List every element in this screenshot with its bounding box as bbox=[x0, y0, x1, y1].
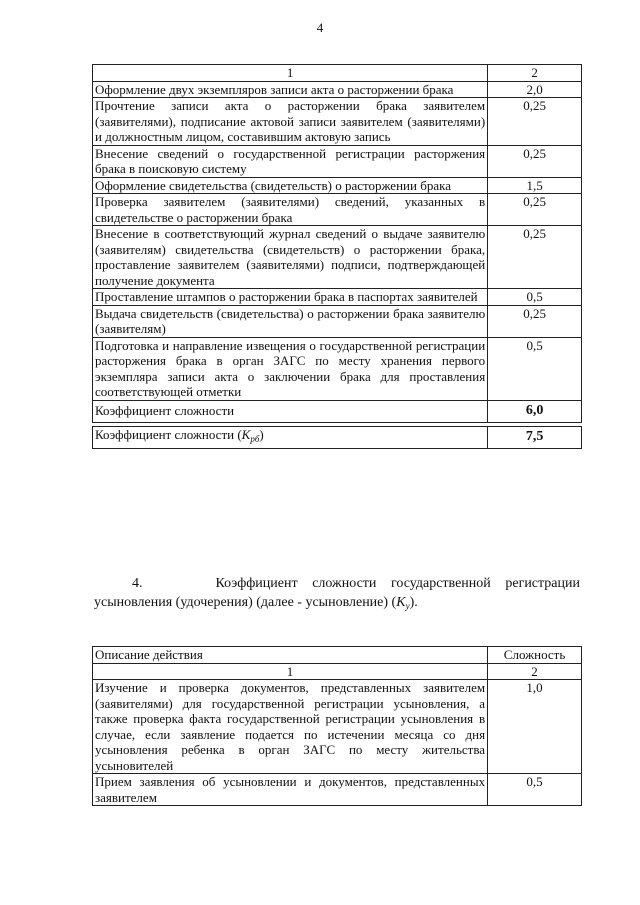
coefficient-rb-value: 7,5 bbox=[488, 426, 582, 448]
table-row bbox=[93, 98, 582, 146]
complexity-value: 1,0 bbox=[488, 680, 582, 774]
paragraph-line-1 bbox=[94, 574, 580, 593]
table-row bbox=[93, 680, 582, 774]
action-description: Прием заявления об усыновлении и документов, представленных заявителем bbox=[93, 774, 488, 806]
action-description: Подготовка и направление извещения о государственной регистрации расторжения брака в орган ЗАГС по месту хранения первого экземпляра записи акта о заключении брака для проставления соответствующей отметки bbox=[93, 337, 488, 400]
adoption-coefficient-paragraph bbox=[94, 574, 580, 616]
complexity-value: 2,0 bbox=[488, 81, 582, 98]
table-row bbox=[93, 194, 582, 226]
table-title-row bbox=[93, 647, 582, 664]
column-number-2: 2 bbox=[488, 65, 582, 82]
table-row bbox=[93, 774, 582, 806]
complexity-value: 0,25 bbox=[488, 305, 582, 337]
action-description: Оформление двух экземпляров записи акта о расторжении брака bbox=[93, 81, 488, 98]
complexity-value: 0,25 bbox=[488, 226, 582, 289]
action-description: Выдача свидетельств (свидетельства) о расторжении брака заявителю (заявителям) bbox=[93, 305, 488, 337]
action-description: Прочтение записи акта о расторжении брака заявителем (заявителями), подписание актовой записи заявителем (заявителями) и должностным лицом, составившим актовую запись bbox=[93, 98, 488, 146]
table-row bbox=[93, 305, 582, 337]
table-row bbox=[93, 337, 582, 400]
adoption-table bbox=[92, 646, 582, 806]
column-title-complexity: Сложность bbox=[488, 647, 582, 664]
action-description: Проверка заявителем (заявителями) сведений, указанных в свидетельстве о расторжении брака bbox=[93, 194, 488, 226]
table-row bbox=[93, 81, 582, 98]
complexity-coefficient-rb-row bbox=[93, 426, 582, 448]
action-description: Проставление штампов о расторжении брака в паспортах заявителей bbox=[93, 289, 488, 306]
action-description: Внесение сведений о государственной регистрации расторжения брака в поисковую систему bbox=[93, 145, 488, 177]
action-description: Оформление свидетельства (свидетельств) о расторжении брака bbox=[93, 177, 488, 194]
table-row bbox=[93, 177, 582, 194]
complexity-coefficient-row bbox=[93, 400, 582, 422]
complexity-value: 1,5 bbox=[488, 177, 582, 194]
action-description: Изучение и проверка документов, представленных заявителем (заявителями) для государственной регистрации усыновления, а также проверка факта государственной регистрации усыновления в случае, если заявление подается по истечении месяца со дня усыновления ребенка в орган ЗАГС по месту жительства усыновителей bbox=[93, 680, 488, 774]
table-row bbox=[93, 289, 582, 306]
complexity-value: 0,25 bbox=[488, 145, 582, 177]
table-row bbox=[93, 145, 582, 177]
complexity-value: 0,25 bbox=[488, 98, 582, 146]
paragraph-number: 4. bbox=[132, 576, 143, 591]
column-number-1: 1 bbox=[93, 663, 488, 680]
action-description: Внесение в соответствующий журнал сведений о выдаче заявителю (заявителям) свидетельства (свидетельств) о расторжении брака, проставление заявителем (заявителями) подписи, подтверждающей получение документа bbox=[93, 226, 488, 289]
column-number-1: 1 bbox=[93, 65, 488, 82]
column-title-description: Описание действия bbox=[93, 647, 488, 664]
coefficient-rb-label: Коэффициент сложности $(K_{рб})$ bbox=[93, 426, 488, 448]
complexity-value: 0,5 bbox=[488, 774, 582, 806]
adoption-variable: K bbox=[396, 595, 406, 610]
coefficient-label: Коэффициент сложности bbox=[93, 400, 488, 422]
marriage-dissolution-table bbox=[92, 64, 582, 449]
table-header-row bbox=[93, 663, 582, 680]
complexity-value: 0,5 bbox=[488, 337, 582, 400]
column-number-2: 2 bbox=[488, 663, 582, 680]
table-header-row bbox=[93, 65, 582, 82]
table-row bbox=[93, 226, 582, 289]
paragraph-close: ). bbox=[409, 595, 418, 610]
coefficient-value: 6,0 bbox=[488, 400, 582, 422]
complexity-value: 0,25 bbox=[488, 194, 582, 226]
adoption-variable-subscript: у bbox=[405, 601, 410, 611]
complexity-value: 0,5 bbox=[488, 289, 582, 306]
page-number: 4 bbox=[316, 20, 324, 35]
paragraph-text-line1: Коэффициент сложности государственной регистрации bbox=[215, 576, 581, 591]
paragraph-text-line2: усыновления (удочерения) (далее - усыновление) ( bbox=[94, 595, 397, 610]
